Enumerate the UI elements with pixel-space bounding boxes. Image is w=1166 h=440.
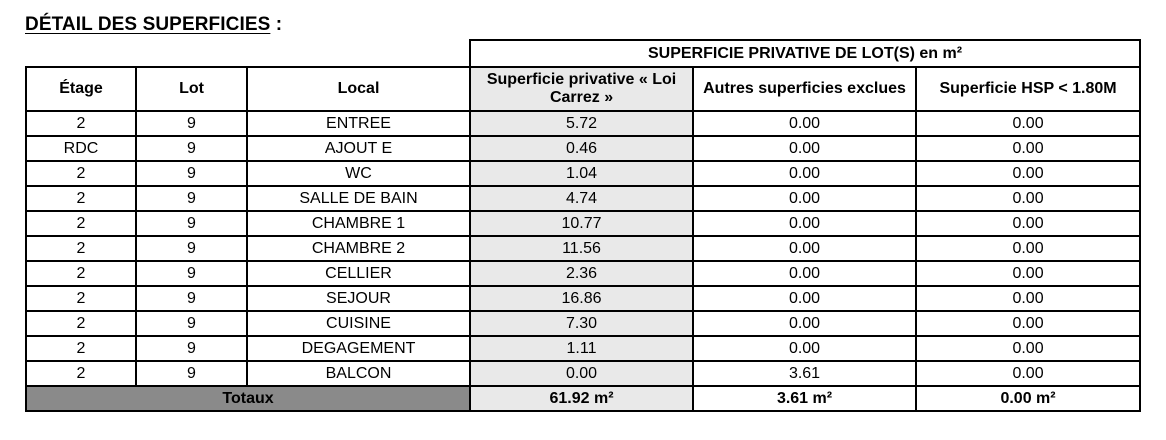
table-row: [26, 286, 1140, 311]
cell-hsp: 0.00: [916, 236, 1140, 261]
cell-carrez: 11.56: [470, 236, 693, 261]
cell-autres: 0.00: [693, 236, 916, 261]
column-header-etage: Étage: [26, 67, 136, 111]
cell-carrez: 0.46: [470, 136, 693, 161]
cell-lot: 9: [136, 136, 247, 161]
cell-etage: 2: [26, 286, 136, 311]
totals-row: [26, 386, 1140, 411]
cell-lot: 9: [136, 311, 247, 336]
section-title: DÉTAIL DES SUPERFICIES: [25, 14, 271, 35]
cell-local: CHAMBRE 1: [247, 211, 470, 236]
cell-hsp: 0.00: [916, 111, 1140, 136]
table-row: [26, 311, 1140, 336]
table-row: [26, 136, 1140, 161]
cell-lot: 9: [136, 336, 247, 361]
cell-carrez: 5.72: [470, 111, 693, 136]
section-heading: [25, 14, 282, 36]
cell-carrez: 16.86: [470, 286, 693, 311]
cell-hsp: 0.00: [916, 336, 1140, 361]
cell-hsp: 0.00: [916, 311, 1140, 336]
cell-local: DEGAGEMENT: [247, 336, 470, 361]
cell-lot: 9: [136, 161, 247, 186]
table-row: [26, 211, 1140, 236]
cell-local: BALCON: [247, 361, 470, 386]
cell-lot: 9: [136, 261, 247, 286]
cell-carrez: 1.11: [470, 336, 693, 361]
cell-local: CUISINE: [247, 311, 470, 336]
cell-lot: 9: [136, 236, 247, 261]
cell-hsp: 0.00: [916, 186, 1140, 211]
cell-hsp: 0.00: [916, 211, 1140, 236]
total-carrez: 61.92 m²: [470, 386, 693, 411]
cell-autres: 0.00: [693, 286, 916, 311]
cell-hsp: 0.00: [916, 261, 1140, 286]
cell-lot: 9: [136, 361, 247, 386]
cell-autres: 0.00: [693, 261, 916, 286]
column-header-lot: Lot: [136, 67, 247, 111]
cell-local: SEJOUR: [247, 286, 470, 311]
cell-hsp: 0.00: [916, 286, 1140, 311]
cell-lot: 9: [136, 111, 247, 136]
cell-etage: RDC: [26, 136, 136, 161]
table-row: [26, 111, 1140, 136]
cell-carrez: 7.30: [470, 311, 693, 336]
cell-carrez: 10.77: [470, 211, 693, 236]
table-row: [26, 161, 1140, 186]
table-row: [26, 361, 1140, 386]
cell-lot: 9: [136, 186, 247, 211]
cell-etage: 2: [26, 261, 136, 286]
cell-etage: 2: [26, 236, 136, 261]
totals-label: Totaux: [26, 386, 470, 411]
cell-local: CELLIER: [247, 261, 470, 286]
cell-autres: 0.00: [693, 311, 916, 336]
cell-autres: 0.00: [693, 161, 916, 186]
cell-local: ENTREE: [247, 111, 470, 136]
cell-etage: 2: [26, 161, 136, 186]
table-row: [26, 336, 1140, 361]
column-header-carrez: Superficie privative « Loi Carrez »: [470, 67, 693, 111]
cell-lot: 9: [136, 286, 247, 311]
table-row: [26, 261, 1140, 286]
cell-carrez: 1.04: [470, 161, 693, 186]
cell-local: CHAMBRE 2: [247, 236, 470, 261]
group-header-row: [26, 40, 1140, 67]
cell-etage: 2: [26, 186, 136, 211]
cell-etage: 2: [26, 336, 136, 361]
cell-local: SALLE DE BAIN: [247, 186, 470, 211]
cell-autres: 0.00: [693, 336, 916, 361]
cell-autres: 3.61: [693, 361, 916, 386]
cell-etage: 2: [26, 111, 136, 136]
cell-carrez: 2.36: [470, 261, 693, 286]
cell-autres: 0.00: [693, 111, 916, 136]
cell-carrez: 0.00: [470, 361, 693, 386]
column-header-row: [26, 67, 1140, 111]
cell-local: AJOUT E: [247, 136, 470, 161]
column-header-local: Local: [247, 67, 470, 111]
cell-hsp: 0.00: [916, 361, 1140, 386]
total-hsp: 0.00 m²: [916, 386, 1140, 411]
group-header-spacer: [26, 40, 470, 67]
cell-etage: 2: [26, 211, 136, 236]
group-header: SUPERFICIE PRIVATIVE DE LOT(S) en m²: [470, 40, 1140, 67]
cell-hsp: 0.00: [916, 161, 1140, 186]
column-header-hsp: Superficie HSP < 1.80M: [916, 67, 1140, 111]
cell-lot: 9: [136, 211, 247, 236]
cell-autres: 0.00: [693, 211, 916, 236]
cell-etage: 2: [26, 311, 136, 336]
total-autres: 3.61 m²: [693, 386, 916, 411]
cell-hsp: 0.00: [916, 136, 1140, 161]
table-row: [26, 186, 1140, 211]
cell-etage: 2: [26, 361, 136, 386]
section-title-suffix: :: [270, 14, 283, 35]
column-header-autres: Autres superficies exclues: [693, 67, 916, 111]
cell-autres: 0.00: [693, 186, 916, 211]
table-row: [26, 236, 1140, 261]
cell-local: WC: [247, 161, 470, 186]
cell-autres: 0.00: [693, 136, 916, 161]
cell-carrez: 4.74: [470, 186, 693, 211]
surface-detail-table: [25, 39, 1141, 412]
